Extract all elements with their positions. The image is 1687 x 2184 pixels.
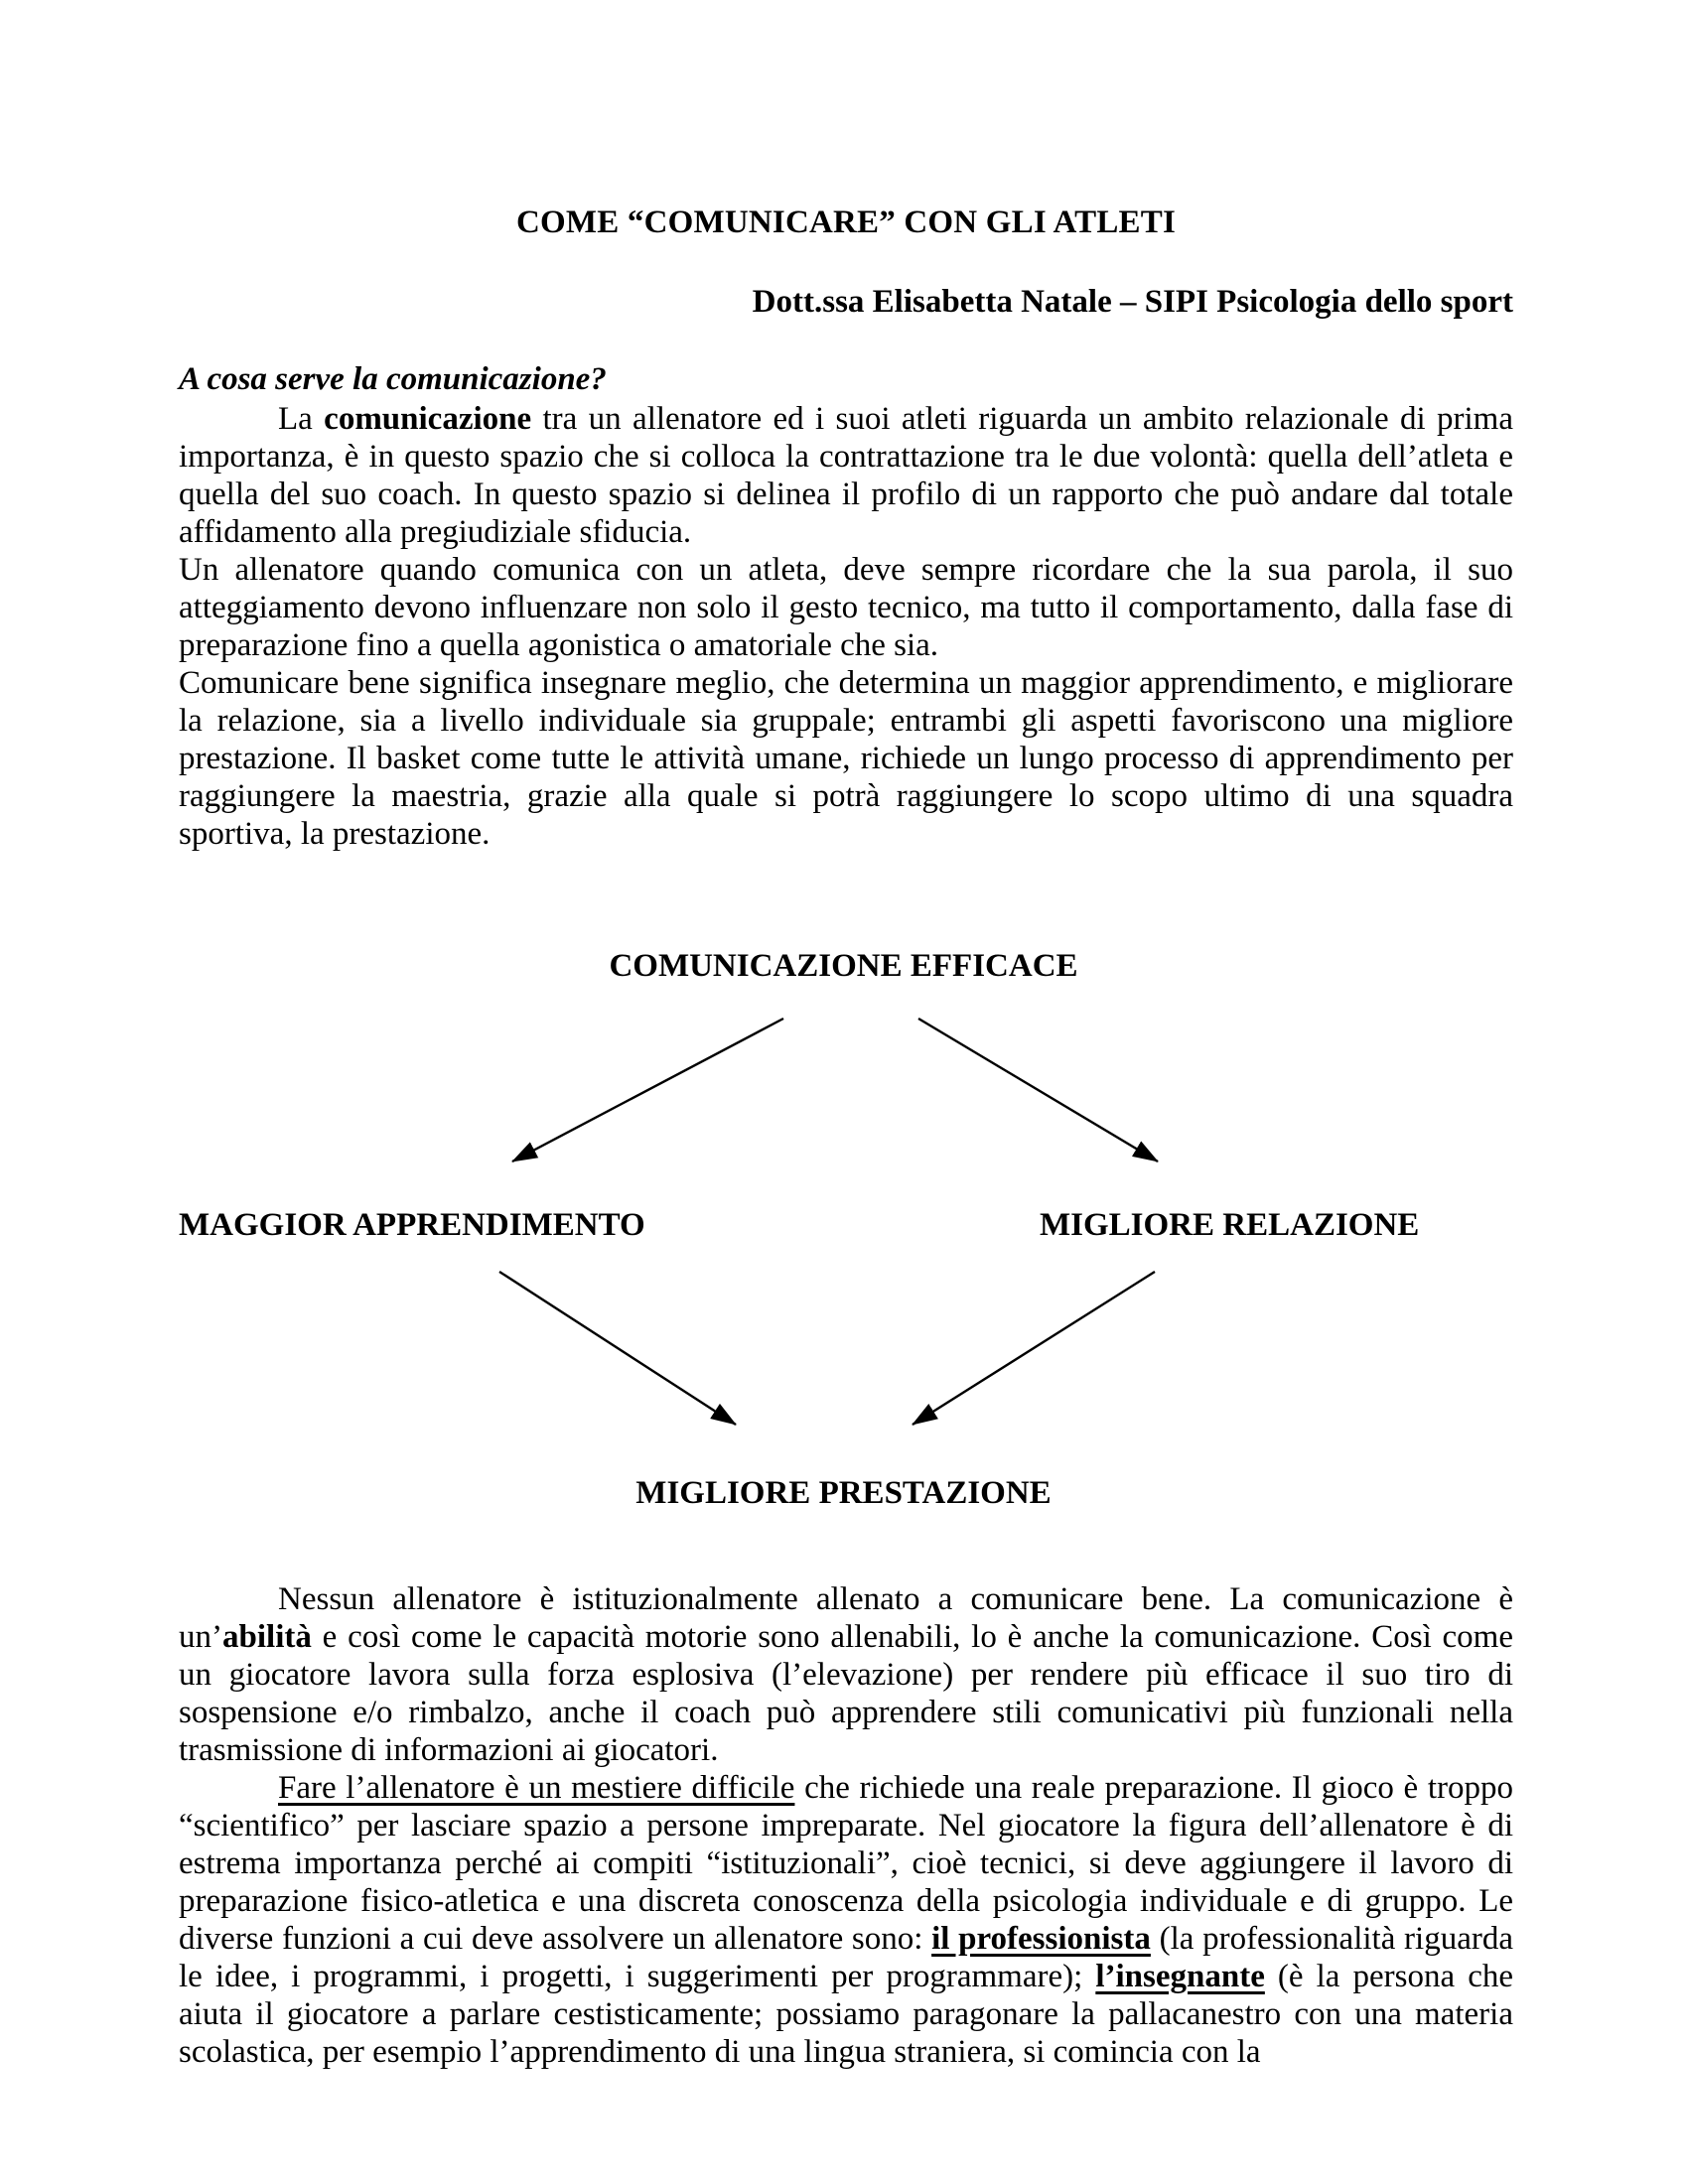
author-byline: Dott.ssa Elisabetta Natale – SIPI Psicologia dello sport — [752, 284, 1513, 320]
diagram-node-maggior-apprendimento: MAGGIOR APPRENDIMENTO — [179, 1207, 645, 1243]
text-run: La — [278, 401, 325, 437]
text-run: (la professionalità riguarda le idee, i programmi, i progetti, i suggerimenti per programmare); — [179, 1921, 1513, 1994]
text-run: comunicazione — [324, 401, 532, 437]
text-run: che richiede una reale preparazione. Il gioco è troppo “scientifico” per lasciare spazio a persone impreparate. Nel giocatore la figura dell’allenatore è di estrema importanza perché ai compiti “istituzionali”, cioè tecnici, si deve aggiungere il lavoro di preparazione fisico-atletica e una discreta conoscenza della psicologia individuale e di gruppo. Le diverse funzioni a cui deve assolvere un allenatore sono: — [179, 1770, 1514, 1957]
arrow-relazione-to-prestazione — [913, 1272, 1155, 1425]
paragraph — [179, 400, 1513, 551]
paragraph — [179, 551, 1513, 664]
arrow-efficace-to-apprendimento — [512, 1019, 783, 1161]
text-run: Nessun allenatore è istituzionalmente allenato a comunicare bene. La comunicazione è un’ — [179, 1581, 1513, 1655]
text-run: tra un allenatore ed i suoi atleti riguarda un ambito relazionale di prima importanza, è in questo spazio che si colloca la contrattazione tra le due volontà: quella dell’atleta e quella del suo coach. In questo spazio si delinea il profilo di un rapporto che può andare dal totale affidamento alla pregiudiziale sfiducia. — [179, 401, 1513, 550]
intro-paragraphs — [179, 400, 1513, 853]
arrow-apprendimento-to-prestazione — [499, 1272, 736, 1425]
body-paragraphs — [179, 1580, 1513, 2071]
diagram-node-migliore-prestazione: MIGLIORE PRESTAZIONE — [635, 1475, 1052, 1511]
paragraph — [179, 664, 1513, 853]
text-run: il professionista — [931, 1921, 1151, 1957]
communication-diagram — [0, 945, 1687, 1516]
text-run: (è la persona che aiuta il giocatore a parlare cestisticamente; possiamo paragonare la pallacanestro con una materia scolastica, per esempio l’apprendimento di una lingua straniera, si comincia con la — [179, 1959, 1513, 2070]
text-run: abilità — [222, 1619, 312, 1655]
section-heading: A cosa serve la comunicazione? — [179, 361, 607, 397]
text-run: Fare l’allenatore è un mestiere difficile — [278, 1770, 795, 1806]
text-run: Comunicare bene significa insegnare meglio, che determina un maggior apprendimento, e migliorare la relazione, sia a livello individuale sia gruppale; entrambi gli aspetti favoriscono una migliore prestazione. Il basket come tutte le attività umane, richiede un lungo processo di apprendimento per raggiungere la maestria, grazie alla quale si potrà raggiungere lo scopo ultimo di una squadra sportiva, la prestazione. — [179, 665, 1513, 852]
paragraph — [179, 1769, 1513, 2071]
text-run: l’insegnante — [1095, 1959, 1265, 1994]
diagram-node-migliore-relazione: MIGLIORE RELAZIONE — [1040, 1207, 1420, 1243]
diagram-node-comunicazione-efficace: COMUNICAZIONE EFFICACE — [609, 948, 1078, 984]
document-title: COME “COMUNICARE” CON GLI ATLETI — [515, 205, 1176, 240]
text-run: e così come le capacità motorie sono allenabili, lo è anche la comunicazione. Così come un giocatore lavora sulla forza esplosiva (l’elevazione) per rendere più efficace il suo tiro di sospensione e/o rimbalzo, anche il coach può apprendere stili comunicativi più funzionali nella trasmissione di informazioni ai giocatori. — [179, 1619, 1513, 1768]
paragraph — [179, 1580, 1513, 1769]
text-run: Un allenatore quando comunica con un atleta, deve sempre ricordare che la sua parola, il suo atteggiamento devono influenzare non solo il gesto tecnico, ma tutto il comportamento, dalla fase di preparazione fino a quella agonistica o amatoriale che sia. — [179, 552, 1513, 663]
arrow-efficace-to-relazione — [918, 1019, 1158, 1161]
